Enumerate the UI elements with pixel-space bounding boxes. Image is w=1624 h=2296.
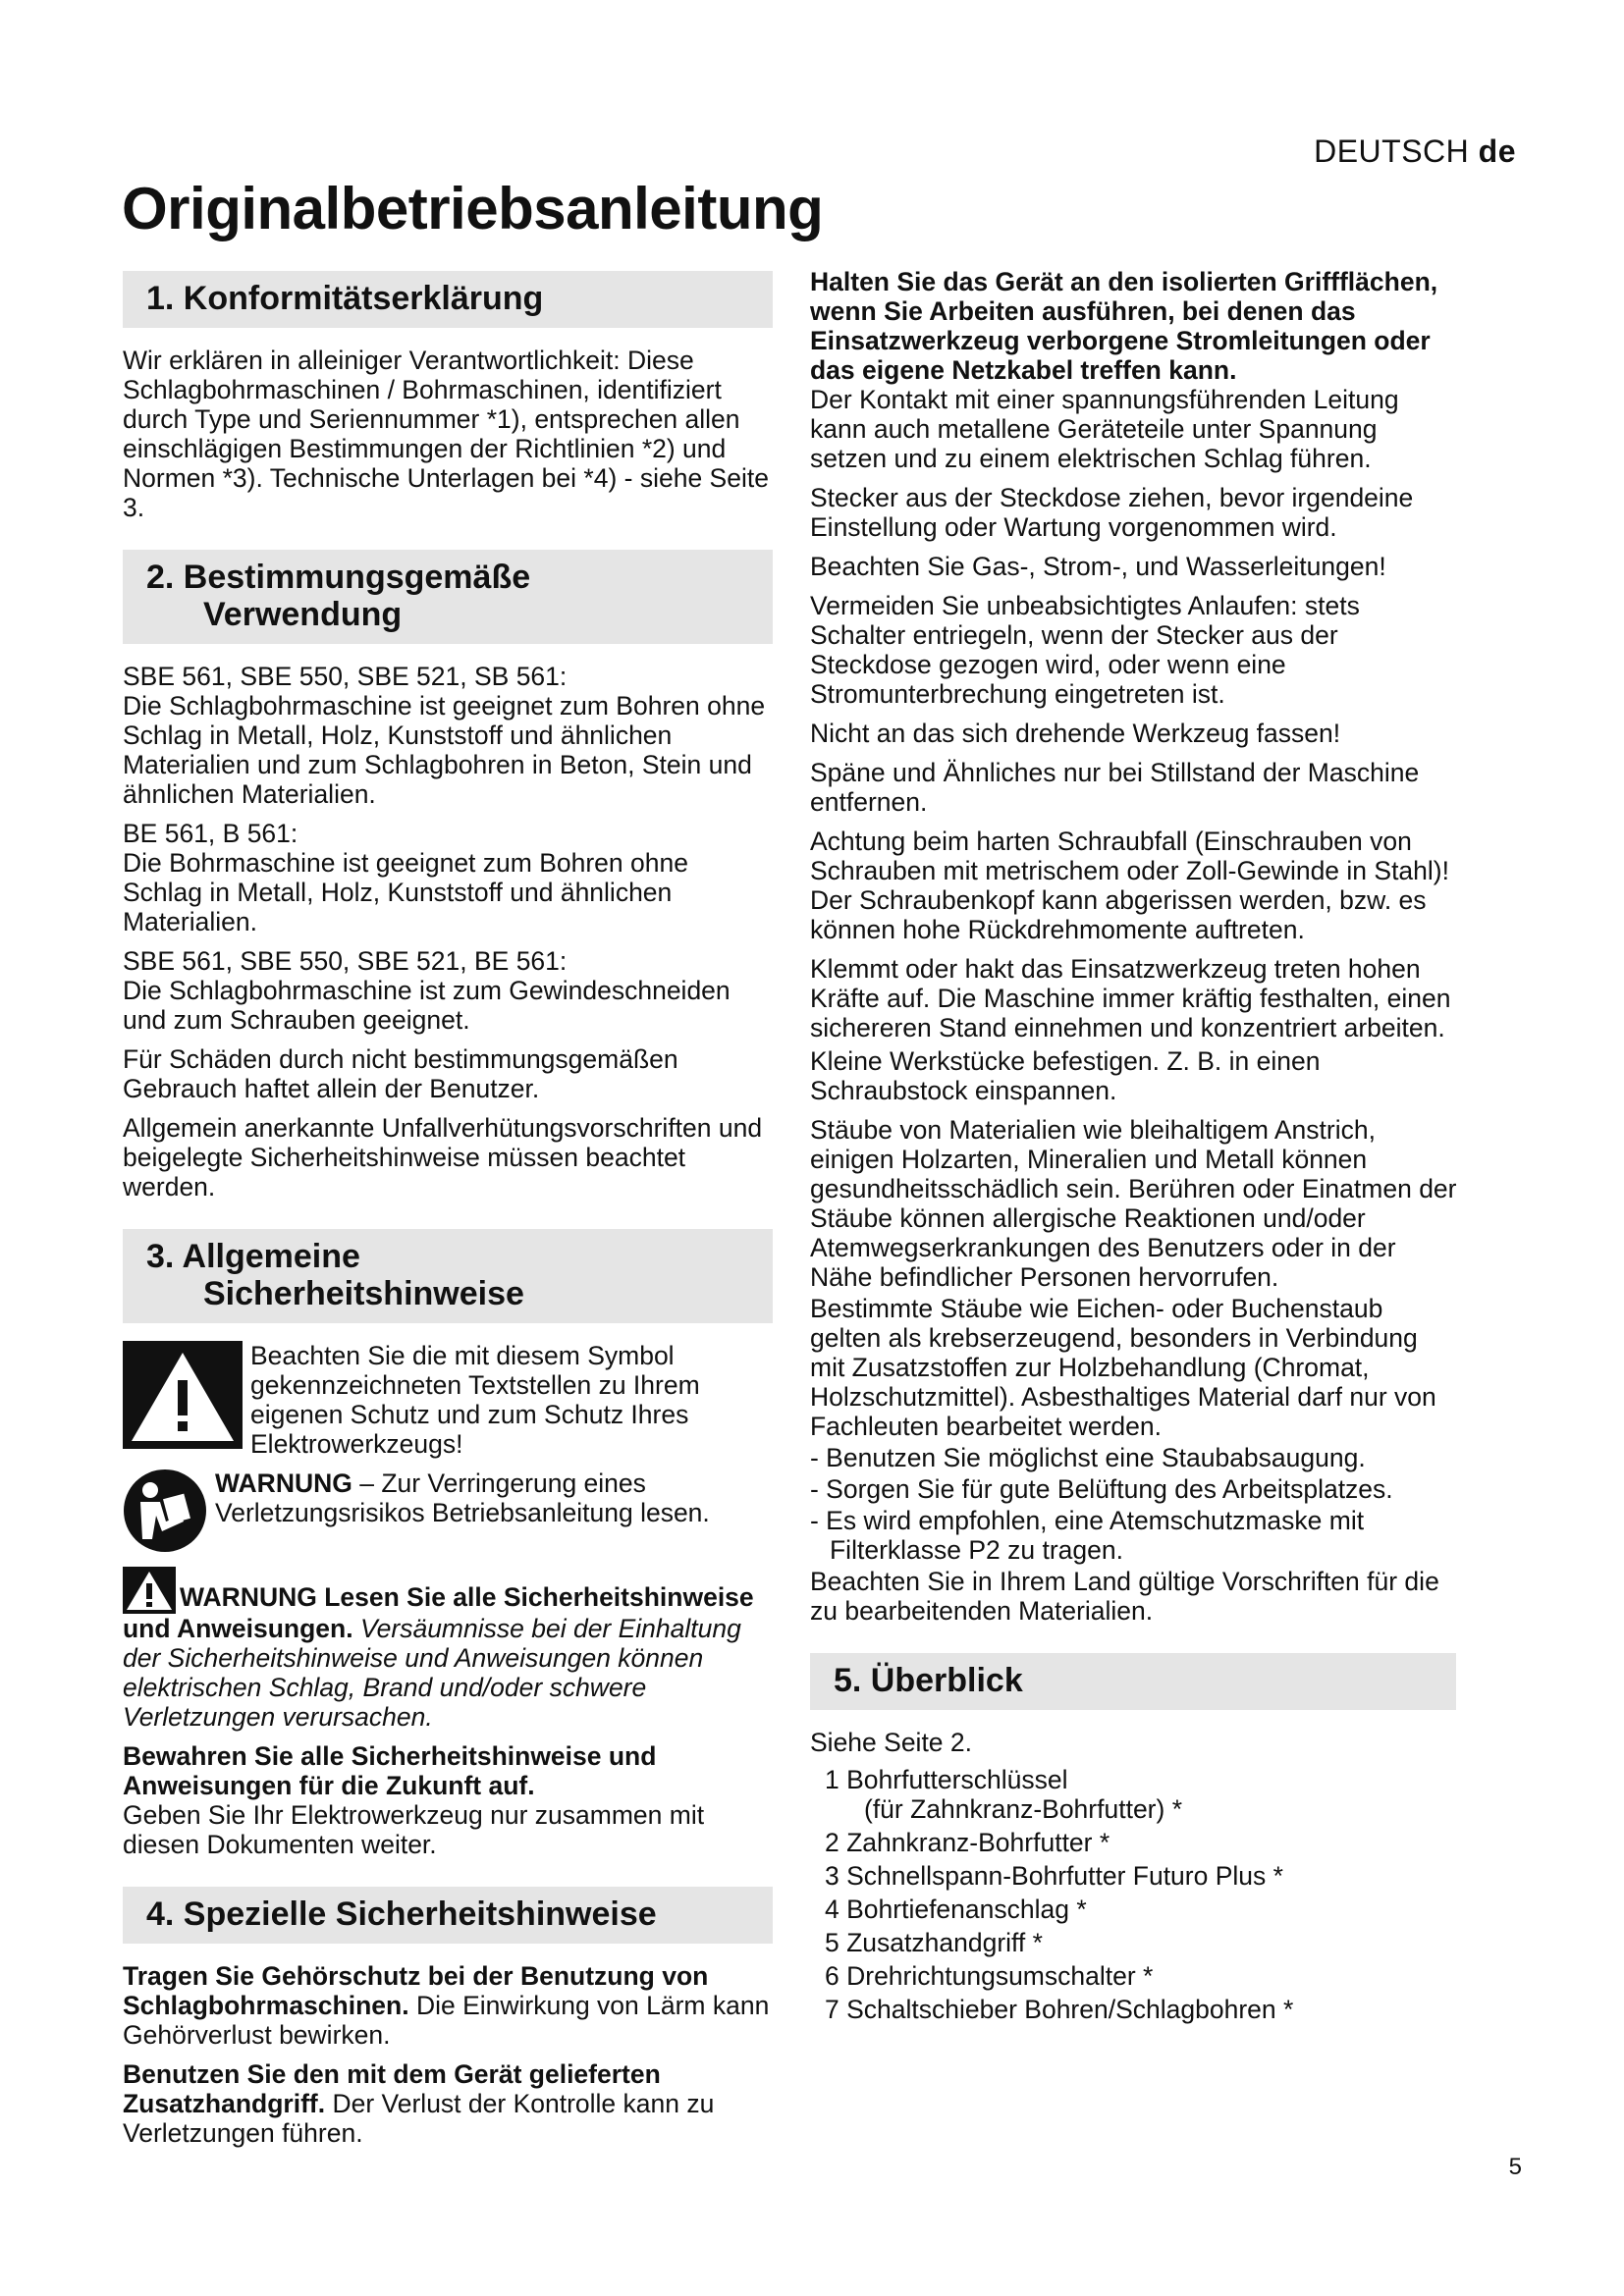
paragraph-text: Die Schlagbohrmaschine ist geeignet zum Bohren ohne Schlag in Metall, Holz, Kunststoff und ähnlichen Materialien und zum Schlagbohren in Beton, Stein und ähnlichen Materialien. [123, 691, 766, 809]
section-5-intro: Siehe Seite 2. [810, 1728, 973, 1757]
section-4-right-para-1 [810, 267, 1458, 473]
section-2-heading [123, 550, 773, 644]
warning-text: – Zur Verringerung eines Verletzungsrisikos Betriebsanleitung lesen. [215, 1468, 710, 1527]
document-title: Originalbetriebsanleitung [122, 176, 824, 241]
page-number: 5 [1508, 2154, 1522, 2180]
section-2-para-5: Allgemein anerkannte Unfallverhütungsvorschriften und beigelegte Sicherheitshinweise müssen beachtet werden. [123, 1113, 763, 1201]
section-1-heading: 1. Konformitätserklärung [123, 271, 773, 328]
section-2-para-2 [123, 819, 773, 936]
item-continuation: (für Zahnkranz-Bohrfutter) * [864, 1794, 1183, 1824]
left-column [123, 271, 773, 2158]
keep-instructions-bold: Bewahren Sie alle Sicherheitshinweise und Anweisungen für die Zukunft auf. [123, 1741, 657, 1800]
section-2-para-3 [123, 946, 773, 1035]
section-4-right-para-8: Klemmt oder hakt das Einsatzwerkzeug treten hohen Kräfte auf. Die Maschine immer kräftig festhalten, einen sichereren Stand einnehmen und konzentriert arbeiten. [810, 954, 1451, 1042]
section-2-para-1 [123, 662, 773, 809]
language-header [1314, 133, 1516, 170]
section-4-right-para-2: Stecker aus der Steckdose ziehen, bevor irgendeine Einstellung oder Wartung vorgenommen wird. [810, 483, 1414, 542]
models-label: SBE 561, SBE 550, SBE 521, BE 561: [123, 946, 568, 976]
language-code: de [1478, 133, 1516, 169]
warning-bold-text: WARNUNG Lesen Sie alle Sicherheitshinweise und Anweisungen. [123, 1582, 754, 1643]
section-4-right-para-12: Beachten Sie in Ihrem Land gültige Vorschriften für die zu bearbeitenden Materialien. [810, 1567, 1439, 1626]
warning-triangle-icon [123, 1341, 243, 1449]
section-4-para-2 [123, 2059, 773, 2148]
language-label: DEUTSCH [1314, 133, 1470, 169]
warning-triangle-small-icon [123, 1567, 176, 1614]
section-4-right-para-5: Nicht an das sich drehende Werkzeug fassen! [810, 719, 1341, 748]
section-3-heading-line1: 3. Allgemeine [146, 1238, 360, 1275]
list-item: 2 Zahnkranz-Bohrfutter * [825, 1828, 1110, 1857]
section-2-heading-line2: Verwendung [203, 596, 403, 633]
manual-warning-note [123, 1468, 773, 1553]
paragraph-text: Die Einwirkung von Lärm kann Gehörverlust bewirken. [123, 1991, 770, 2050]
read-manual-icon [123, 1468, 207, 1553]
overview-list [810, 1765, 1458, 2024]
list-item [810, 1765, 1458, 1824]
warning-label: WARNUNG [215, 1468, 352, 1498]
list-item: - Es wird empfohlen, eine Atemschutzmaske mit Filterklasse P2 zu tragen. [810, 1506, 1365, 1565]
keep-instructions [123, 1741, 773, 1859]
warning-italic-text: Versäumnisse bei der Einhaltung der Sicherheitshinweise und Anweisungen können elektrischen Schlag, Brand und/oder schwere Verletzungen verursachen. [123, 1614, 741, 1732]
bold-lead: Halten Sie das Gerät an den isolierten Griffflächen, wenn Sie Arbeiten ausführen, bei denen das Einsatzwerkzeug verborgene Stromleitungen oder das eigene Netzkabel treffen kann. [810, 267, 1438, 385]
list-item: 7 Schaltschieber Bohren/Schlagbohren * [825, 1995, 1294, 2024]
keep-instructions-text: Geben Sie Ihr Elektrowerkzeug nur zusammen mit diesen Dokumenten weiter. [123, 1800, 705, 1859]
list-item: 5 Zusatzhandgriff * [825, 1928, 1043, 1957]
item-label: 1 Bohrfutterschlüssel [825, 1765, 1068, 1794]
section-4-right-para-3: Beachten Sie Gas-, Strom-, und Wasserleitungen! [810, 552, 1386, 581]
dust-measures-list [810, 1443, 1458, 1565]
general-warning [123, 1567, 773, 1732]
section-3-heading [123, 1229, 773, 1323]
section-2-para-4: Für Schäden durch nicht bestimmungsgemäßen Gebrauch haftet allein der Benutzer. [123, 1044, 678, 1103]
bold-lead: Tragen Sie Gehörschutz bei der Benutzung von Schlagbohrmaschinen. [123, 1961, 709, 2020]
section-4-right-para-6: Späne und Ähnliches nur bei Stillstand der Maschine entfernen. [810, 758, 1420, 817]
section-5-heading: 5. Überblick [810, 1653, 1456, 1710]
right-column [810, 267, 1458, 2028]
models-label: SBE 561, SBE 550, SBE 521, SB 561: [123, 662, 568, 691]
section-4-right-para-7: Achtung beim harten Schraubfall (Einschrauben von Schrauben mit metrischem oder Zoll-Gewinde in Stahl)! Der Schraubenkopf kann abgerissen werden, bzw. es können hohe Rückdrehmomente auftreten. [810, 827, 1449, 944]
section-1-text: Wir erklären in alleiniger Verantwortlichkeit: Diese Schlagbohrmaschinen / Bohrmaschinen, identifiziert durch Type und Seriennummer *1), entsprechen allen einschlägigen Bestimmungen der Richtlinien *2) und Normen *3). Technische Unterlagen bei *4) - siehe Seite 3. [123, 346, 769, 522]
section-4-right-para-9: Kleine Werkstücke befestigen. Z. B. in einen Schraubstock einspannen. [810, 1046, 1321, 1105]
list-item: - Sorgen Sie für gute Belüftung des Arbeitsplatzes. [810, 1474, 1393, 1504]
models-label: BE 561, B 561: [123, 819, 298, 848]
bold-lead: Benutzen Sie den mit dem Gerät gelieferten Zusatzhandgriff. [123, 2059, 661, 2118]
section-4-right-para-10: Stäube von Materialien wie bleihaltigem Anstrich, einigen Holzarten, Mineralien und Metall können gesundheitsschädlich sein. Berühren oder Einatmen der Stäube können allergische Reaktionen und/oder Atemwegserkrankungen des Benutzers oder in der Nähe befindlicher Personen hervorrufen. [810, 1115, 1457, 1292]
paragraph-text: Der Kontakt mit einer spannungsführenden Leitung kann auch metallene Geräteteile unter Spannung setzen und zu einem elektrischen Schlag führen. [810, 385, 1399, 473]
section-2-heading-line1: 2. Bestimmungsgemäße [146, 559, 531, 596]
list-item: 4 Bohrtiefenanschlag * [825, 1895, 1087, 1924]
section-4-heading: 4. Spezielle Sicherheitshinweise [123, 1887, 773, 1944]
list-item: - Benutzen Sie möglichst eine Staubabsaugung. [810, 1443, 1366, 1472]
section-3-heading-line2: Sicherheitshinweise [203, 1275, 524, 1312]
section-4-right-para-4: Vermeiden Sie unbeabsichtigtes Anlaufen: stets Schalter entriegeln, wenn der Stecker aus der Steckdose gezogen wird, oder wenn eine Stromunterbrechung eingetreten ist. [810, 591, 1360, 709]
paragraph-text: Die Bohrmaschine ist geeignet zum Bohren ohne Schlag in Metall, Holz, Kunststoff und ähnlichen Materialien. [123, 848, 688, 936]
warning-symbol-note [123, 1341, 773, 1459]
list-item: 6 Drehrichtungsumschalter * [825, 1961, 1154, 1991]
paragraph-text: Die Schlagbohrmaschine ist zum Gewindeschneiden und zum Schrauben geeignet. [123, 976, 731, 1035]
symbol-explanation: Beachten Sie die mit diesem Symbol gekennzeichneten Textstellen zu Ihrem eigenen Schutz und zum Schutz Ihres Elektrowerkzeugs! [250, 1341, 700, 1459]
list-item: 3 Schnellspann-Bohrfutter Futuro Plus * [825, 1861, 1283, 1891]
section-4-right-para-11: Bestimmte Stäube wie Eichen- oder Buchenstaub gelten als krebserzeugend, besonders in Verbindung mit Zusatzstoffen zur Holzbehandlung (Chromat, Holzschutzmittel). Asbesthaltiges Material darf nur von Fachleuten bearbeitet werden. [810, 1294, 1436, 1441]
paragraph-text: Der Verlust der Kontrolle kann zu Verletzungen führen. [123, 2089, 715, 2148]
manual-warning-text [215, 1468, 773, 1527]
section-4-para-1 [123, 1961, 773, 2050]
